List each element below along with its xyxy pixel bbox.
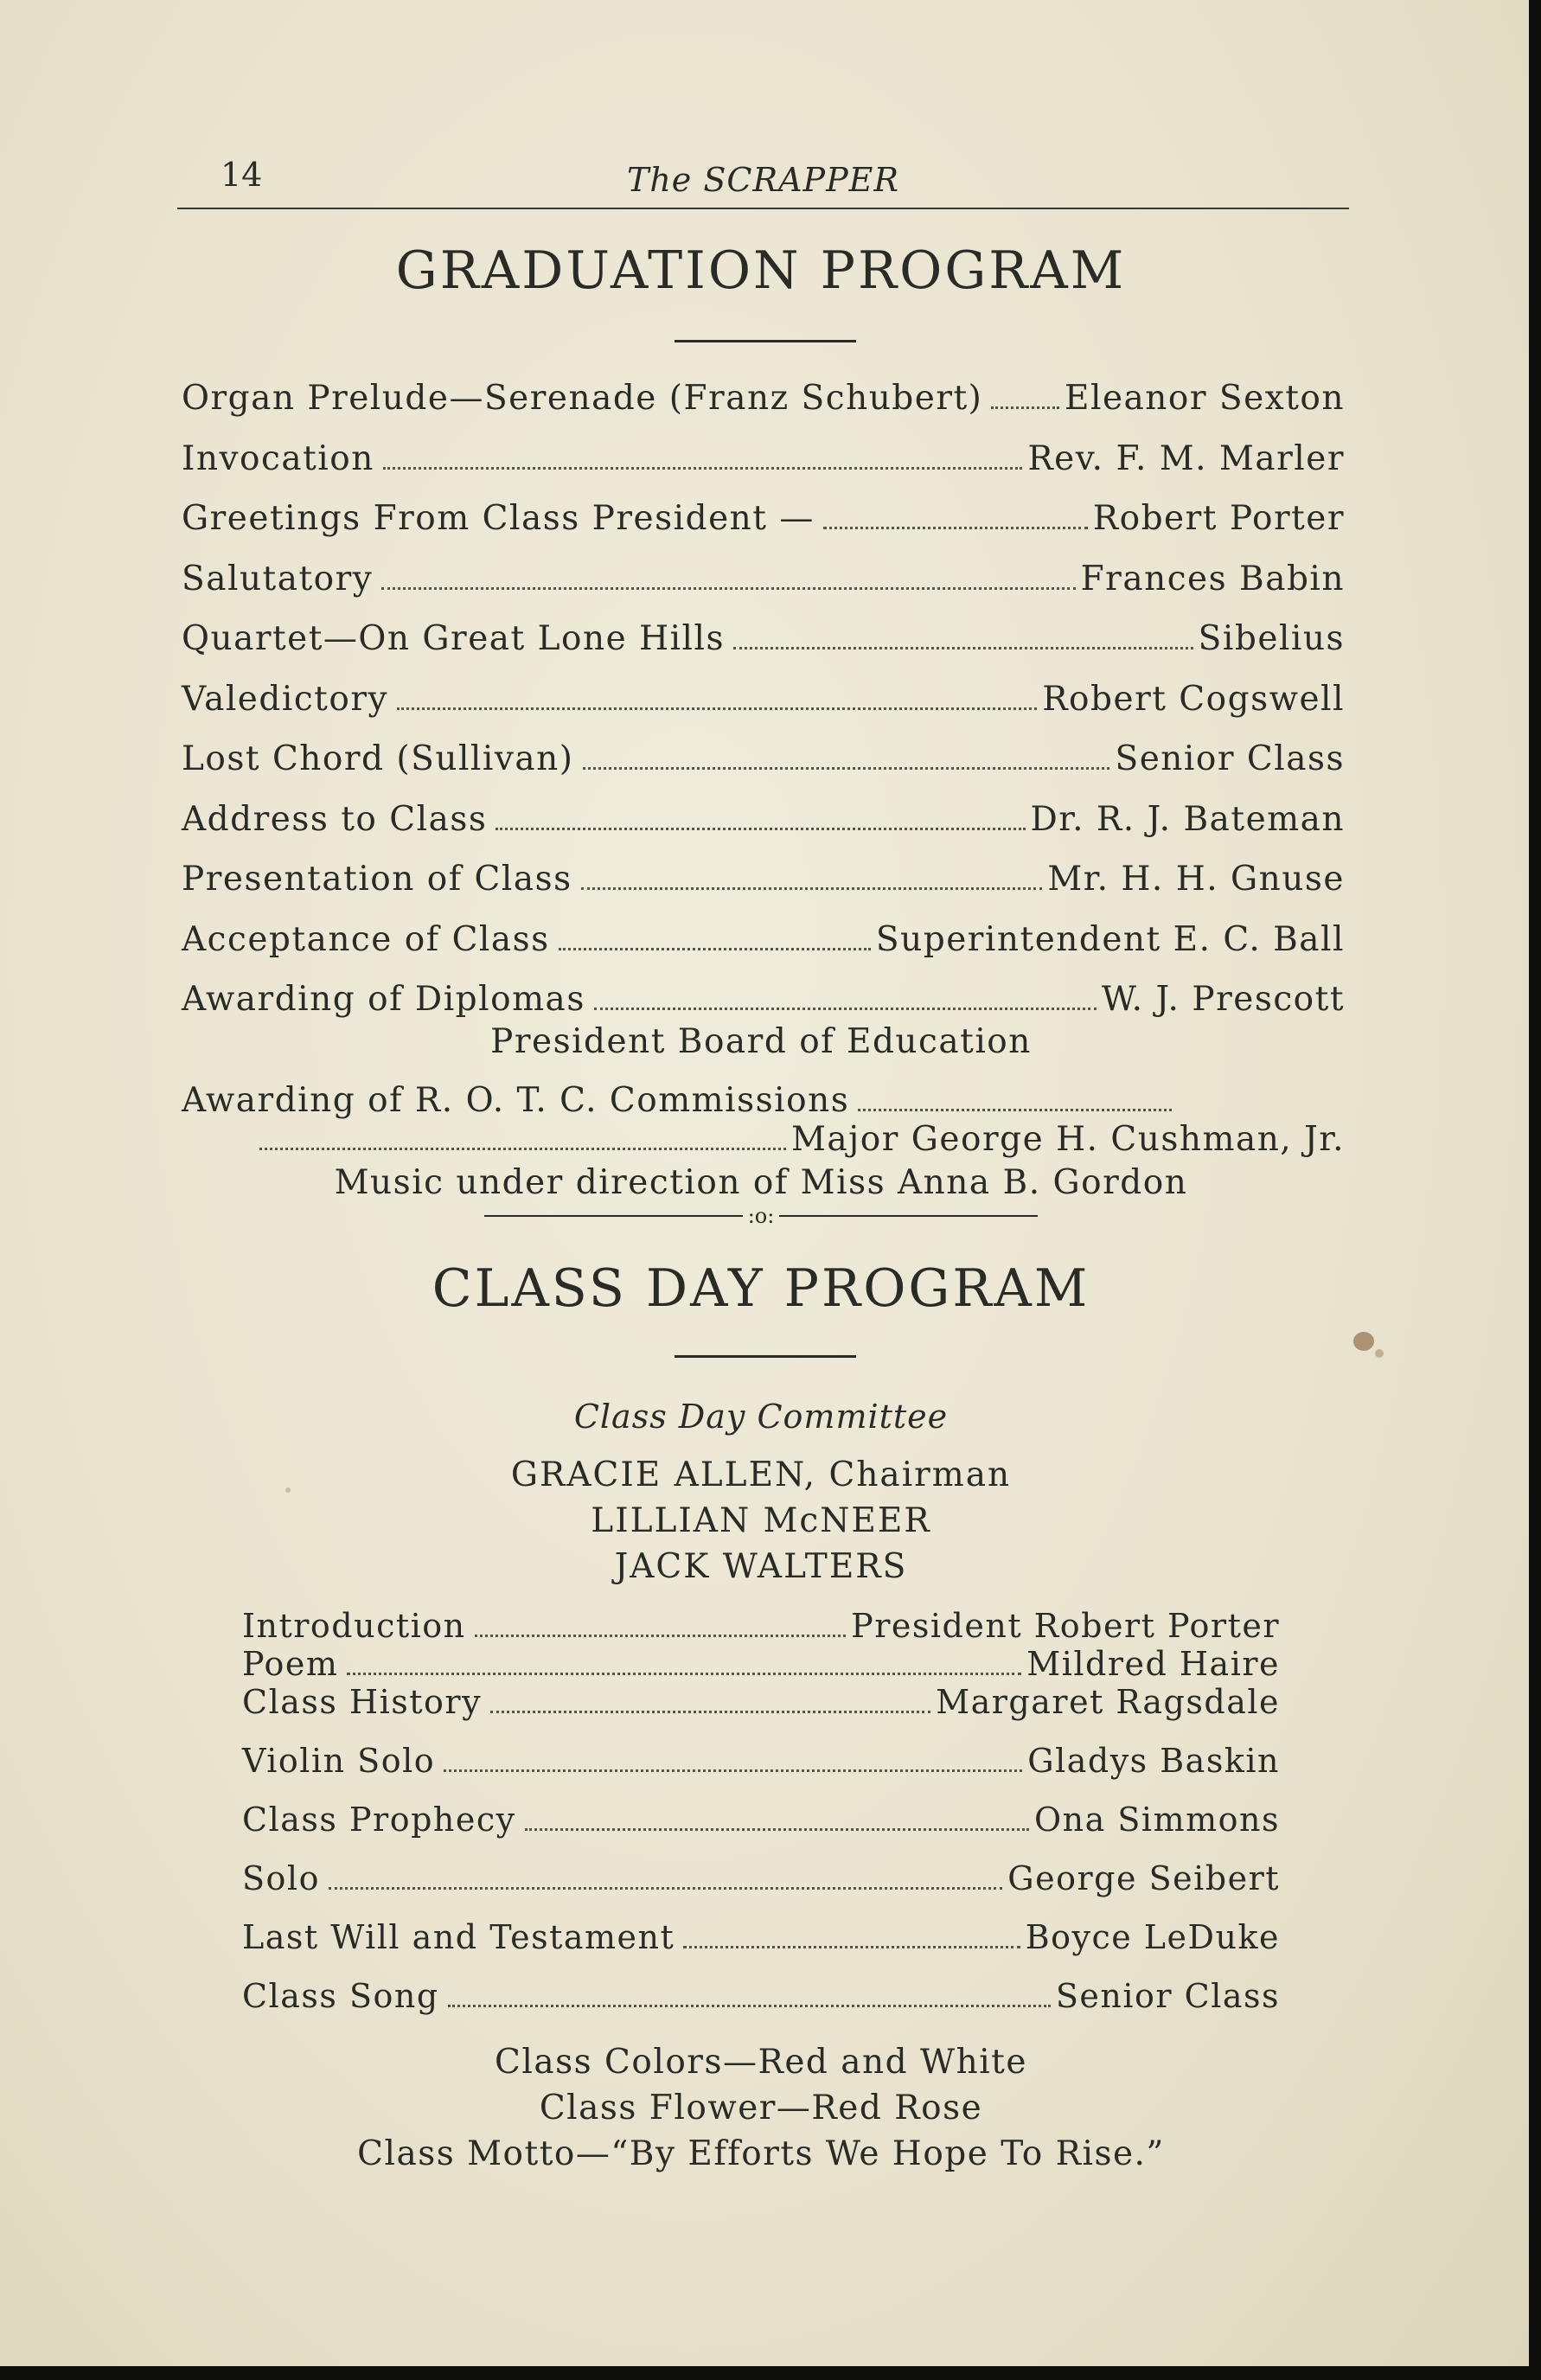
graduation-program-list — [182, 379, 1345, 1040]
entry-title: Last Will and Testament — [242, 1918, 675, 1956]
program-entry — [182, 499, 1345, 560]
program-entry — [242, 1859, 1280, 1918]
paper-stain — [1353, 1332, 1374, 1351]
entry-performer: Eleanor Sexton — [1065, 379, 1345, 418]
entry-performer: Robert Porter — [1092, 499, 1345, 538]
entry-title: Acceptance of Class — [182, 919, 550, 959]
entry-performer: Senior Class — [1115, 739, 1345, 778]
dot-leader — [397, 707, 1037, 710]
page-header — [177, 147, 1349, 209]
dot-leader — [581, 887, 1043, 890]
program-entry — [182, 619, 1345, 680]
entry-title: Organ Prelude—Serenade (Franz Schubert) — [182, 379, 983, 418]
entry-title: Poem — [242, 1645, 339, 1683]
entry-title: Class History — [242, 1683, 483, 1721]
dot-leader — [991, 406, 1059, 409]
entry-title: Solo — [242, 1859, 320, 1897]
class-day-program-list — [242, 1607, 1280, 2036]
music-note: Music under direction of Miss Anna B. Gordon — [334, 1163, 1188, 1202]
entry-performer: Mr. H. H. Gnuse — [1047, 860, 1345, 899]
dot-leader — [381, 587, 1075, 590]
class-day-title: CLASS DAY PROGRAM — [432, 1258, 1090, 1319]
class-motto: Class Motto—“By Efforts We Hope To Rise.” — [357, 2134, 1165, 2173]
entry-title: Presentation of Class — [182, 860, 572, 899]
program-entry — [242, 1918, 1280, 1977]
committee-member: LILLIAN McNEER — [591, 1501, 931, 1540]
title-rule — [675, 1355, 856, 1358]
entry-title: Class Song — [242, 1977, 439, 2015]
committee-member: GRACIE ALLEN, Chairman — [510, 1456, 1012, 1494]
dot-leader — [383, 467, 1022, 470]
section-separator — [484, 1204, 1038, 1228]
entry-performer: George Seibert — [1007, 1859, 1280, 1897]
entry-performer: Gladys Baskin — [1027, 1742, 1280, 1780]
entry-performer: Rev. F. M. Marler — [1027, 438, 1345, 478]
dot-leader — [823, 527, 1088, 529]
entry-performer: President Robert Porter — [851, 1607, 1280, 1645]
entry-performer: Sibelius — [1198, 619, 1345, 658]
committee-heading: Class Day Committee — [573, 1398, 949, 1436]
entry-performer: Margaret Ragsdale — [936, 1683, 1280, 1721]
dot-leader — [347, 1673, 1021, 1675]
dot-leader — [858, 1109, 1172, 1111]
program-entry — [182, 379, 1345, 439]
program-entry — [242, 1645, 1280, 1683]
program-entry — [182, 860, 1345, 920]
dot-leader — [559, 948, 871, 950]
separator-bar — [779, 1215, 1038, 1217]
separator-mark: :o: — [747, 1204, 775, 1228]
entry-title: Lost Chord (Sullivan) — [182, 739, 574, 778]
graduation-title: GRADUATION PROGRAM — [395, 240, 1127, 301]
entry-title: Valedictory — [182, 679, 388, 719]
program-entry — [242, 1801, 1280, 1859]
entry-performer: Senior Class — [1055, 1977, 1280, 2015]
program-entry — [242, 1977, 1280, 2036]
entry-performer: Dr. R. J. Bateman — [1030, 799, 1345, 839]
program-entry — [182, 560, 1345, 620]
entry-title: Invocation — [182, 438, 374, 478]
entry-title: Awarding of R. O. T. C. Commissions — [182, 1081, 850, 1120]
entry-performer: Frances Babin — [1080, 559, 1345, 598]
dot-leader — [475, 1635, 847, 1637]
entry-performer: Mildred Haire — [1026, 1645, 1280, 1683]
entry-performer: W. J. Prescott — [1101, 980, 1345, 1019]
dot-leader — [444, 1769, 1022, 1772]
dot-leader — [583, 767, 1110, 770]
program-entry — [242, 1742, 1280, 1801]
entry-performer: Superintendent E. C. Ball — [875, 919, 1345, 959]
entry-performer: Ona Simmons — [1034, 1801, 1280, 1839]
class-colors: Class Colors—Red and White — [495, 2043, 1027, 2082]
entry-title: Violin Solo — [242, 1742, 436, 1780]
entry-title: Greetings From Class President — — [182, 499, 815, 538]
entry-title: Salutatory — [182, 559, 374, 598]
dot-leader — [329, 1887, 1002, 1890]
dot-leader — [448, 2005, 1051, 2007]
committee-member: JACK WALTERS — [614, 1547, 908, 1586]
entry-performer: Major George H. Cushman, Jr. — [790, 1120, 1345, 1159]
dot-leader — [525, 1828, 1029, 1831]
paper-stain — [1375, 1349, 1384, 1358]
entry-title: Class Prophecy — [242, 1801, 516, 1839]
program-entry — [182, 439, 1345, 500]
entry-title: Introduction — [242, 1607, 466, 1645]
dot-leader — [683, 1946, 1020, 1948]
class-flower: Class Flower—Red Rose — [539, 2089, 983, 2127]
dot-leader — [733, 647, 1193, 649]
entry-title: Quartet—On Great Lone Hills — [182, 619, 726, 658]
running-title: The SCRAPPER — [626, 161, 900, 199]
program-entry — [242, 1607, 1280, 1645]
dot-leader — [490, 1711, 930, 1713]
dot-leader — [259, 1148, 786, 1150]
entry-performer: Boyce LeDuke — [1025, 1918, 1280, 1956]
diplomas-subtitle: President Board of Education — [490, 1022, 1032, 1061]
dot-leader — [496, 828, 1025, 830]
separator-bar — [484, 1215, 743, 1217]
entry-title: Address to Class — [182, 799, 488, 839]
program-entry — [182, 800, 1345, 861]
program-entry — [242, 1683, 1280, 1742]
program-entry — [182, 920, 1345, 981]
program-entry — [182, 739, 1345, 800]
entry-title: Awarding of Diplomas — [182, 980, 585, 1019]
dot-leader — [594, 1008, 1097, 1010]
page-number: 14 — [221, 156, 263, 194]
title-rule — [675, 340, 856, 342]
entry-performer: Robert Cogswell — [1042, 679, 1345, 719]
program-entry — [182, 680, 1345, 740]
